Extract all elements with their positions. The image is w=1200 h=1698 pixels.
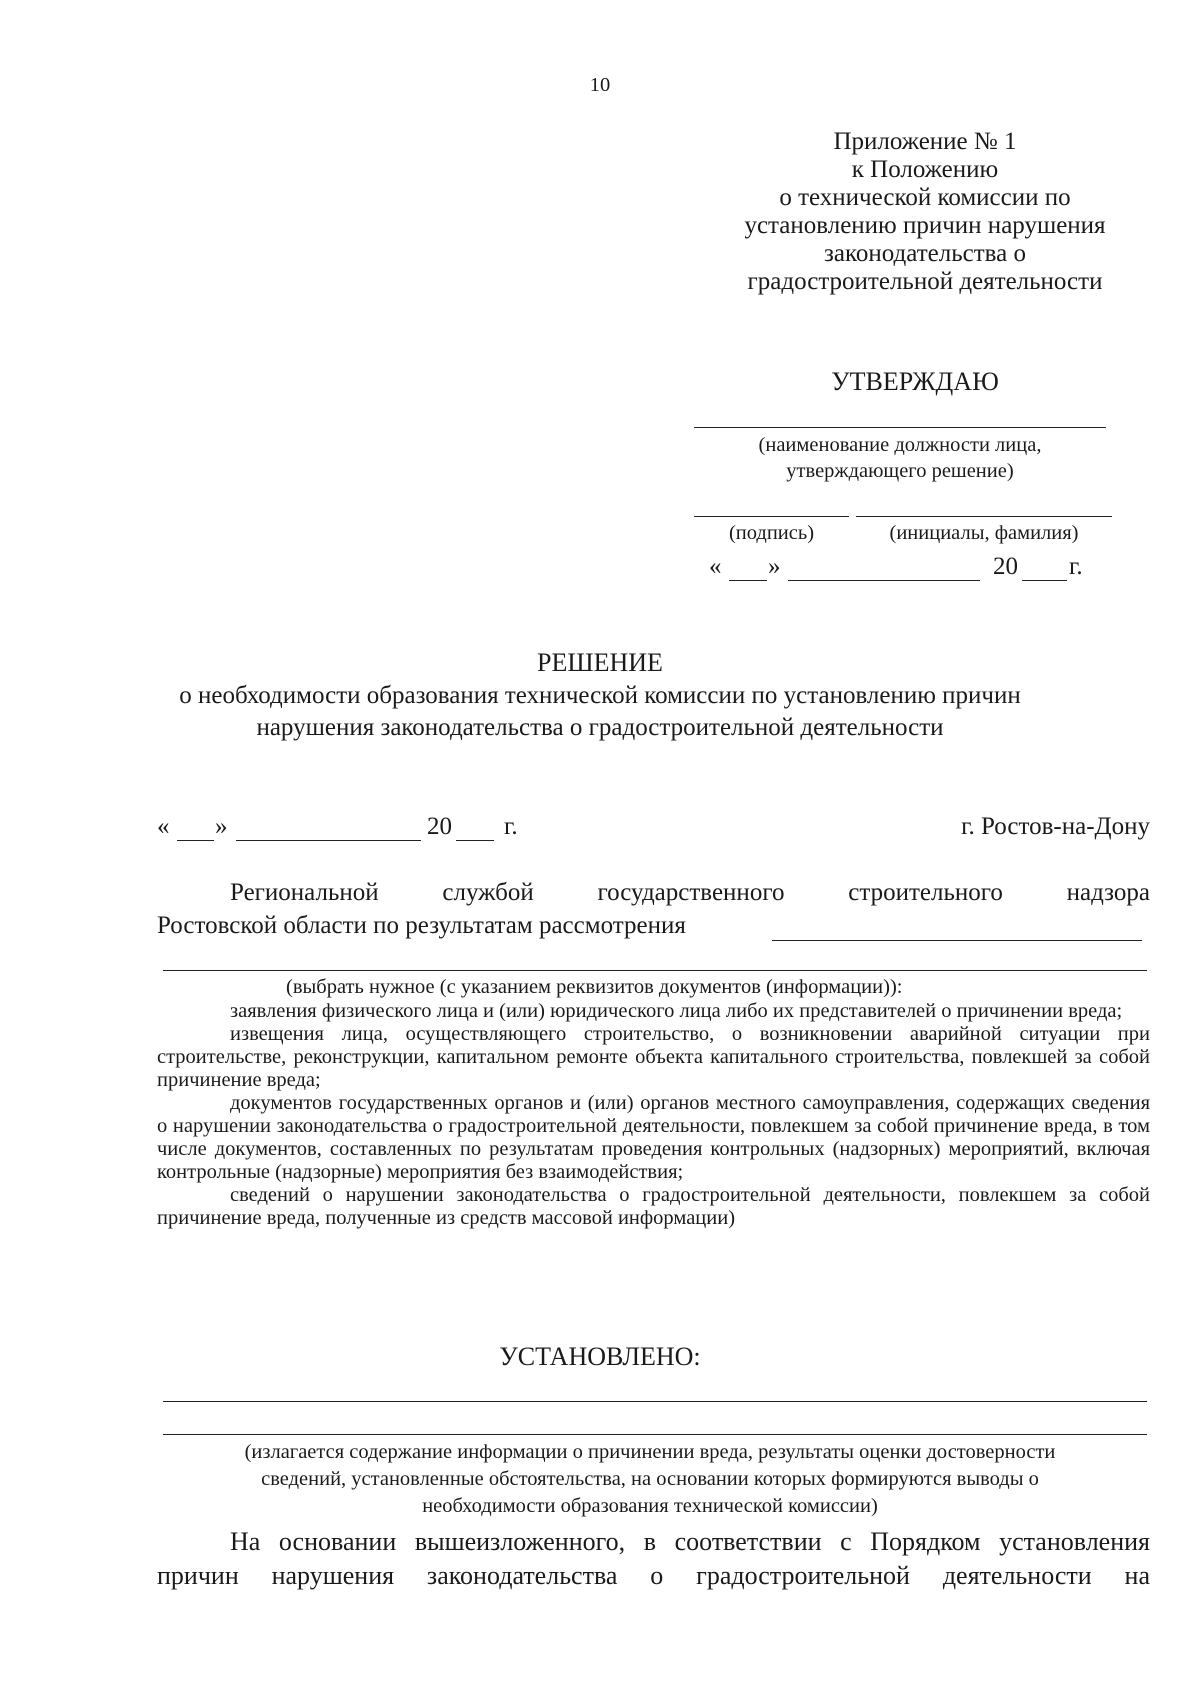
option-item: сведений о нарушении законодательства о градостроительной деятельности, повлекшем за собой причинение вреда, полученные из средств массовой информации) (157, 1184, 1150, 1229)
approval-title: УТВЕРЖДАЮ (831, 367, 999, 396)
decision-day-blank (177, 840, 214, 841)
page-number: 10 (589, 74, 611, 96)
decision-subtitle-1: о необходимости образования технической комиссии по установлению причин (179, 682, 1021, 709)
decision-month-blank (236, 840, 421, 841)
decision-year-prefix: 20 (427, 813, 452, 840)
appendix-line: Приложение № 1 (833, 128, 1017, 155)
approval-month-blank (788, 580, 980, 581)
approval-year-prefix: 20 (993, 553, 1018, 580)
intro-fill-line (772, 940, 1142, 941)
position-caption-2: утверждающего решение) (786, 460, 1014, 482)
choose-note: (выбрать нужное (с указанием реквизитов документов (информации)): (286, 976, 903, 998)
established-caption-3: необходимости образования технической комиссии) (422, 1495, 878, 1517)
option-item: извещения лица, осуществляющего строительство, о возникновении аварийной ситуации при строительстве, реконструкции, капитальном ремонте объекта капитального строительства, повлекшей за собой причинение вреда; (157, 1023, 1150, 1091)
approval-date-close: » (768, 553, 781, 580)
decision-city: г. Ростов-на-Дону (961, 813, 1150, 840)
conclusion-line-1: На основании вышеизложенного, в соответствии с Порядком установления (230, 1527, 1150, 1556)
decision-year-blank (456, 840, 494, 841)
intro-line-2: Ростовской области по результатам рассмотрения (157, 912, 686, 939)
signature-line (694, 516, 849, 517)
option-item: документов государственных органов и (или) органов местного самоуправления, содержащих сведения о нарушении законодательства о градостроительной деятельности, повлекшем за собой причинение вреда, в том числе документов, составленных по результатам проведения контрольных (надзорных) мероприятий, включая контрольные (надзорные) мероприятия без взаимодействия; (157, 1092, 1150, 1183)
approval-day-blank (729, 580, 767, 581)
established-caption-2: сведений, установленные обстоятельства, на основании которых формируются выводы о (261, 1468, 1039, 1490)
decision-year-suffix: г. (504, 813, 518, 840)
appendix-header (690, 128, 1160, 296)
position-caption-1: (наименование должности лица, (758, 434, 1042, 456)
appendix-line: законодательства о (824, 240, 1026, 267)
name-caption: (инициалы, фамилия) (889, 522, 1079, 544)
approval-year-suffix: г. (1069, 553, 1083, 580)
decision-title: РЕШЕНИЕ (537, 648, 663, 677)
appendix-line: к Положению (851, 156, 999, 183)
decision-date-close: » (215, 813, 228, 840)
established-line-1 (163, 1401, 1147, 1402)
conclusion-line-2: причин нарушения законодательства о градостроительной деятельности на (157, 1561, 1150, 1590)
established-title: УСТАНОВЛЕНО: (499, 1342, 701, 1371)
position-line (694, 427, 1106, 428)
appendix-line: градостроительной деятельности (747, 268, 1103, 295)
documents-line (163, 970, 1147, 971)
name-line (856, 516, 1112, 517)
appendix-line: установлению причин нарушения (744, 212, 1106, 239)
established-line-2 (163, 1434, 1147, 1435)
established-caption-1: (излагается содержание информации о причинении вреда, результаты оценки достоверности (244, 1441, 1056, 1463)
approval-year-blank (1022, 580, 1067, 581)
decision-subtitle-2: нарушения законодательства о градостроительной деятельности (256, 714, 944, 741)
options-block (157, 1000, 1150, 1230)
approval-date-open: « (709, 553, 722, 580)
appendix-line: о технической комиссии по (779, 184, 1071, 211)
decision-date-open: « (157, 813, 170, 840)
option-item: заявления физического лица и (или) юридического лица либо их представителей о причинении вреда; (230, 1000, 1123, 1022)
intro-line-1: Региональной службой государственного строительного надзора (230, 879, 1150, 906)
signature-caption: (подпись) (728, 522, 815, 544)
